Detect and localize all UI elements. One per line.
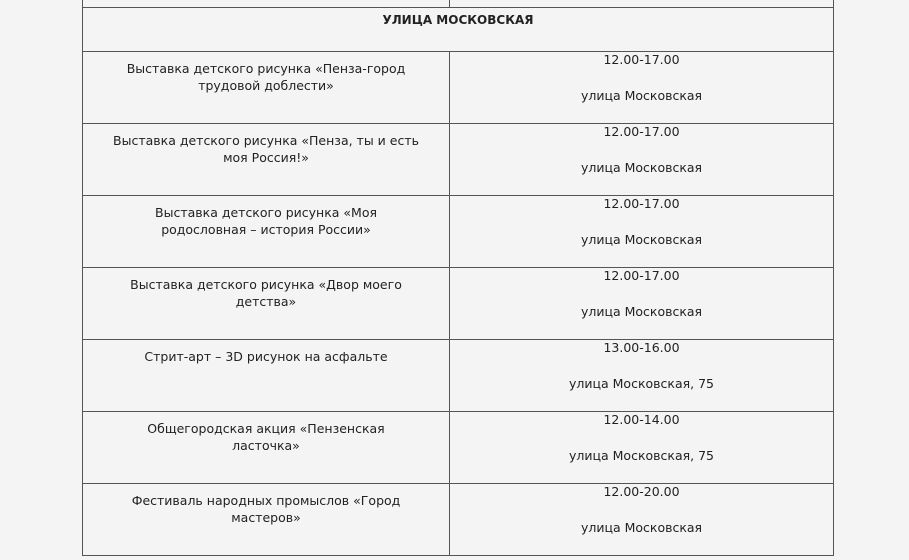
event-name-cell	[83, 340, 450, 412]
table-row	[83, 268, 834, 340]
event-name: Выставка детского рисунка «Пенза-город трудовой доблести»	[126, 61, 406, 93]
event-name-cell	[83, 124, 450, 196]
event-info-cell	[450, 268, 834, 340]
event-time: 12.00-17.00	[603, 52, 680, 67]
event-info-cell	[450, 52, 834, 124]
event-name: Выставка детского рисунка «Пенза, ты и есть моя Россия!»	[113, 133, 419, 165]
event-time: 12.00-17.00	[603, 124, 680, 139]
table-row	[83, 124, 834, 196]
event-place: улица Московская	[580, 88, 703, 103]
table-row-previous-end	[83, 0, 834, 8]
event-place: улица Московская, 75	[569, 376, 714, 391]
event-name: Фестиваль народных промыслов «Город мастеров»	[131, 493, 401, 525]
event-place: улица Московская	[580, 520, 703, 535]
section-title: УЛИЦА МОСКОВСКАЯ	[382, 13, 534, 27]
event-time: 12.00-14.00	[603, 412, 680, 427]
schedule-table	[82, 0, 834, 556]
event-name-cell	[83, 196, 450, 268]
table-row	[83, 412, 834, 484]
event-time: 12.00-20.00	[603, 484, 680, 499]
event-name-cell	[83, 412, 450, 484]
event-name: Стрит-арт – 3D рисунок на асфальте	[144, 349, 388, 364]
event-info-cell	[450, 412, 834, 484]
event-name-cell	[83, 52, 450, 124]
event-time: 12.00-17.00	[603, 196, 680, 211]
section-header-row	[83, 8, 834, 52]
event-name-cell	[83, 268, 450, 340]
event-place: улица Московская	[580, 232, 703, 247]
table-row	[83, 196, 834, 268]
event-name: Выставка детского рисунка «Двор моего детства»	[130, 277, 402, 309]
event-name: Общегородская акция «Пензенская ласточка»	[147, 421, 385, 453]
event-place: улица Московская	[580, 304, 703, 319]
table-row	[83, 484, 834, 556]
event-time: 12.00-17.00	[603, 268, 680, 283]
table-cell	[83, 0, 450, 8]
event-info-cell	[450, 484, 834, 556]
event-time: 13.00-16.00	[603, 340, 680, 355]
table-row	[83, 52, 834, 124]
section-header-cell	[83, 8, 834, 52]
table-row	[83, 340, 834, 412]
event-place: улица Московская, 75	[569, 448, 714, 463]
event-info-cell	[450, 340, 834, 412]
event-place: улица Московская	[580, 160, 703, 175]
event-info-cell	[450, 124, 834, 196]
table-cell	[450, 0, 834, 8]
event-name-cell	[83, 484, 450, 556]
event-name: Выставка детского рисунка «Моя родословная – история России»	[155, 205, 377, 237]
event-info-cell	[450, 196, 834, 268]
